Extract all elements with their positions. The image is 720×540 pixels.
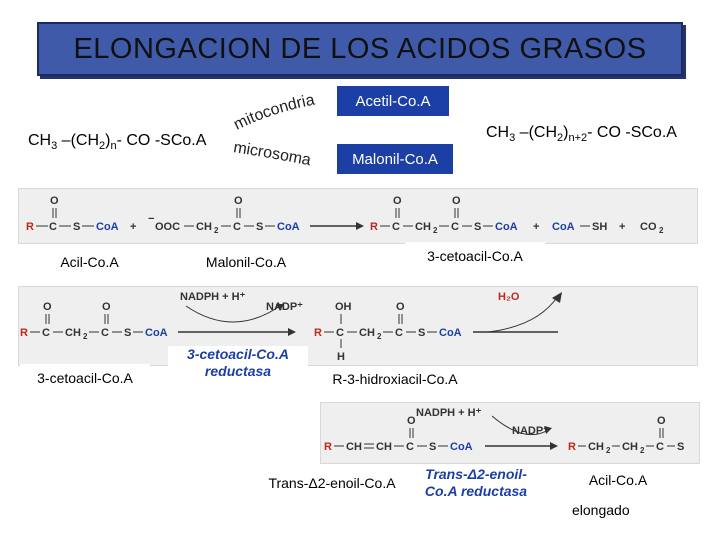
svg-text:R: R (370, 221, 378, 233)
r3-nadph-text: NADPH + H⁺ (416, 407, 482, 419)
svg-text:O: O (234, 195, 243, 207)
acetil-coa-box: Acetil-Co.A (337, 86, 449, 116)
r3-nadp-text: NADP⁺ (512, 425, 549, 437)
acyl-start-label: $CH_3$ $-(CH_2)_n-$ CO -SCo.A (28, 132, 207, 153)
svg-text:O: O (393, 195, 402, 207)
svg-text:CoA: CoA (552, 221, 575, 233)
malonil-coa-label: Malonil-Co.A (190, 250, 302, 274)
r2-nadph-text: NADPH + H⁺ (180, 291, 246, 303)
reaction-2-scheme (18, 286, 698, 366)
page-title: ELONGACION DE LOS ACIDOS GRASOS (73, 32, 647, 65)
svg-text:O: O (657, 415, 666, 427)
reaction-3-scheme (320, 402, 700, 464)
r2-water-text: H₂O (498, 291, 520, 303)
svg-text:CoA: CoA (145, 327, 168, 339)
acyl-end-label: $CH_3$ $-(CH_2)_{n+2}-$ CO -SCo.A (486, 124, 677, 145)
svg-text:O: O (102, 301, 111, 313)
svg-text:S: S (256, 221, 264, 233)
organelle-arcs (225, 80, 355, 190)
svg-text:2: 2 (606, 446, 611, 455)
cetoacil-reductasa-label: 3-cetoacil-Co.A reductasa (168, 346, 308, 380)
svg-text:CoA: CoA (96, 221, 119, 233)
svg-text:R: R (324, 441, 332, 453)
cetoacil-coa-label-1: 3-cetoacil-Co.A (405, 242, 545, 270)
svg-text:C: C (451, 221, 459, 233)
svg-text:CH: CH (588, 441, 604, 453)
svg-text:C: C (49, 221, 57, 233)
svg-text:C: C (101, 327, 109, 339)
svg-text:O: O (407, 415, 416, 427)
svg-text:2: 2 (377, 332, 382, 341)
title-banner (37, 22, 683, 76)
svg-text:O: O (43, 301, 52, 313)
svg-text:CH: CH (622, 441, 638, 453)
svg-text:S: S (677, 441, 685, 453)
svg-text:R: R (568, 441, 576, 453)
svg-text:2: 2 (433, 226, 438, 235)
malonil-coa-box: Malonil-Co.A (337, 144, 453, 174)
mitocondria-text: mitocondria (231, 91, 317, 134)
svg-text:SH: SH (592, 221, 608, 233)
svg-text:C: C (336, 327, 344, 339)
svg-text:C: C (233, 221, 241, 233)
svg-text:OOC: OOC (155, 221, 181, 233)
r1-R: R (26, 221, 34, 233)
svg-text:O: O (50, 195, 59, 207)
svg-text:S: S (418, 327, 426, 339)
svg-text:S: S (124, 327, 132, 339)
svg-text:CH: CH (359, 327, 375, 339)
svg-text:O: O (452, 195, 461, 207)
reaction-1-scheme (18, 188, 698, 244)
svg-text:CoA: CoA (450, 441, 473, 453)
svg-text:C: C (42, 327, 50, 339)
r2-oh-text: OH (335, 301, 352, 313)
svg-text:R: R (20, 327, 28, 339)
svg-text:−: − (148, 213, 155, 225)
svg-text:S: S (429, 441, 437, 453)
acil-coa-label: Acil-Co.A (32, 250, 147, 274)
svg-text:C: C (656, 441, 664, 453)
svg-text:2: 2 (83, 332, 88, 341)
svg-text:2: 2 (640, 446, 645, 455)
svg-text:+: + (130, 221, 137, 233)
svg-text:CH: CH (415, 221, 431, 233)
microsoma-text: microsoma (232, 139, 313, 170)
acil-elongado-label: Acil-Co.A (566, 468, 670, 492)
svg-text:+: + (533, 221, 540, 233)
svg-text:C: C (395, 327, 403, 339)
svg-text:CoA: CoA (277, 221, 300, 233)
svg-text:CH: CH (346, 441, 362, 453)
svg-text:R: R (314, 327, 322, 339)
svg-text:2: 2 (214, 226, 219, 235)
svg-text:O: O (396, 301, 405, 313)
r2-h-text: H (337, 351, 345, 363)
svg-text:+: + (619, 221, 626, 233)
svg-text:2: 2 (659, 226, 664, 235)
svg-text:C: C (406, 441, 414, 453)
svg-text:CH: CH (376, 441, 392, 453)
trans-enoil-reductasa-label: Trans-Δ2-enoil-Co.A reductasa (410, 466, 542, 500)
svg-text:CH: CH (65, 327, 81, 339)
svg-text:CoA: CoA (495, 221, 518, 233)
svg-text:S: S (474, 221, 482, 233)
svg-text:C: C (392, 221, 400, 233)
elongado-label: elongado (572, 502, 630, 518)
hidroxiacil-label: R-3-hidroxiacil-Co.A (316, 366, 474, 392)
cetoacil-coa-label-2: 3-cetoacil-Co.A (20, 364, 150, 392)
svg-text:CH: CH (196, 221, 212, 233)
r2-nadp-text: NADP⁺ (266, 301, 303, 313)
svg-text:CoA: CoA (439, 327, 462, 339)
svg-text:CO: CO (640, 221, 657, 233)
svg-text:S: S (73, 221, 81, 233)
trans-enoil-label: Trans-Δ2-enoil-Co.A (256, 472, 408, 494)
